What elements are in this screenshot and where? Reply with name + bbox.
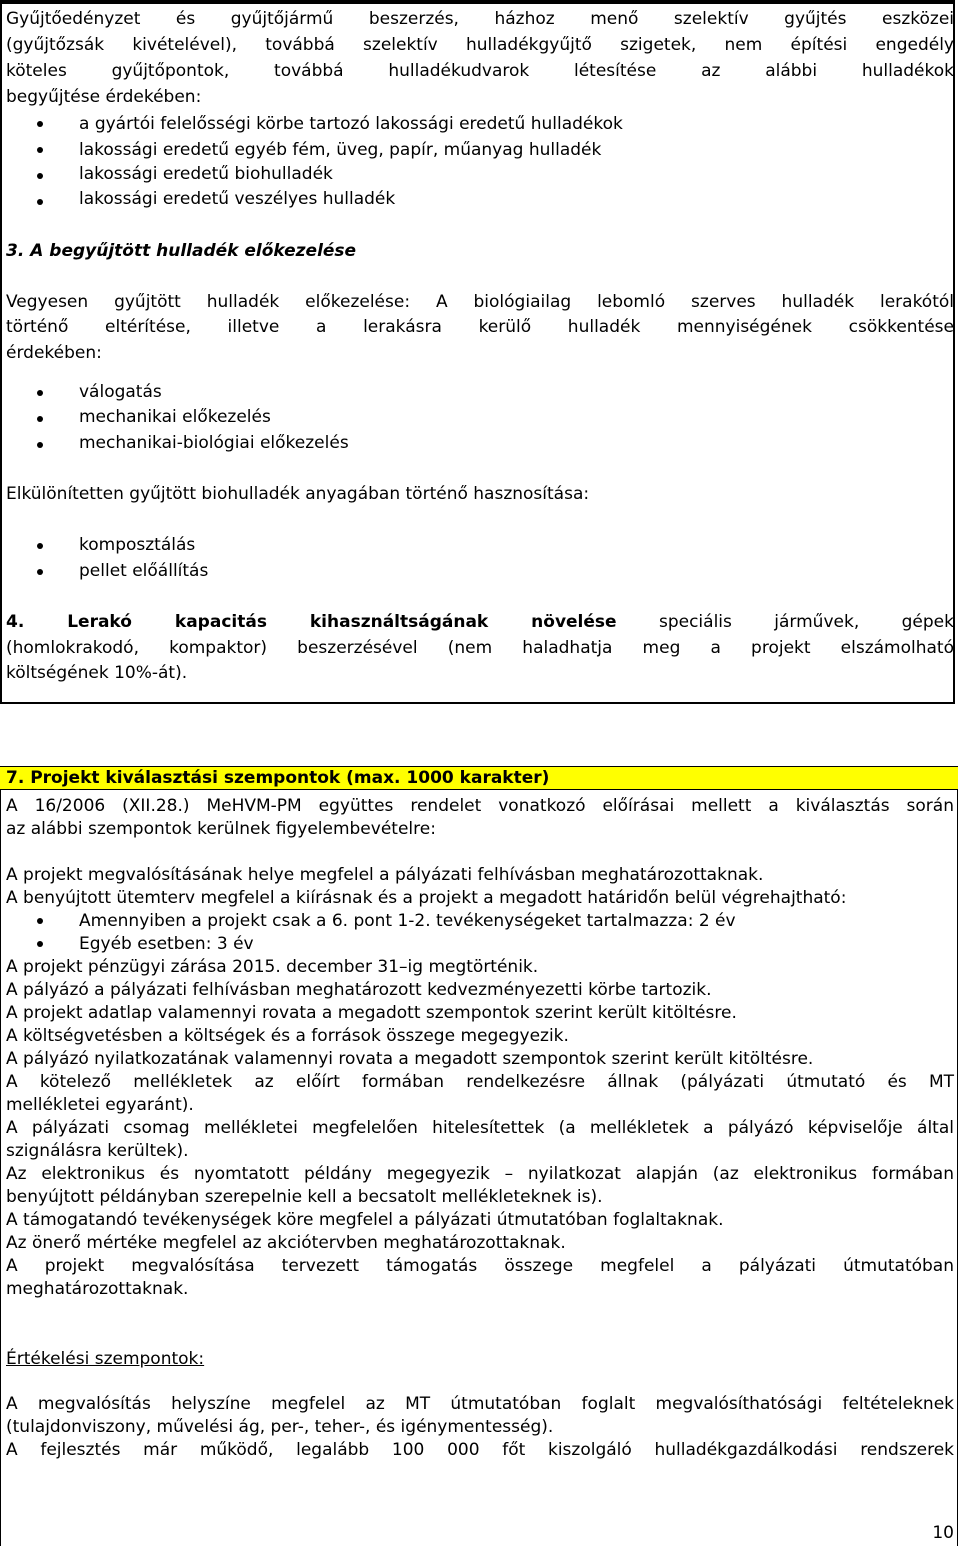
paragraph-line: az alábbi szempontok kerülnek figyelembevételre: [6,819,436,839]
paragraph-line: Az önerő mértéke megfelel az akciótervben meghatározottaknak. [6,1233,566,1253]
intro-line: begyűjtése érdekében: [6,87,202,107]
list-item: lakossági eredetű veszélyes hulladék [79,189,396,209]
paragraph-line: történő eltérítése, illetve a lerakásra kerülő hulladék mennyiségének csökkentése [6,317,954,337]
bullet-icon [37,416,43,422]
paragraph-line: Vegyesen gyűjtött hulladék előkezelése: A biológiailag lebomló szerves hulladék lerakótól [6,292,954,312]
paragraph-line: A projekt adatlap valamennyi rovata a megadott szempontok szerint került kitöltésre. [6,1003,737,1023]
paragraph-line: A megvalósítás helyszíne megfelel az MT útmutatóban foglalt megvalósíthatósági feltételeknek [6,1394,954,1414]
paragraph-line: A pályázó nyilatkozatának valamennyi rovata a megadott szempontok szerint került kitöltésre. [6,1049,814,1069]
list-item: a gyártói felelősségi körbe tartozó lakossági eredetű hulladékok [79,114,623,134]
list-item: mechanikai-biológiai előkezelés [79,433,349,453]
paragraph-line: A fejlesztés már működő, legalább 100 000 főt kiszolgáló hulladékgazdálkodási rendszerek [6,1440,954,1460]
paragraph-line: benyújtott példányban szerepelnie kell a becsatolt mellékleteknek is). [6,1187,603,1207]
paragraph-line: A projekt megvalósítása tervezett támogatás összege megfelel a pályázati útmutatóban [6,1256,954,1276]
paragraph-line: (homlokrakodó, kompaktor) beszerzésével (nem haladhatja meg a projekt elszámolható [6,638,954,658]
paragraph-line: A benyújtott ütemterv megfelel a kiírásnak és a projekt a megadott határidőn belül végrehajtható: [6,888,847,908]
evaluation-heading: Értékelési szempontok: [6,1349,205,1369]
intro-line: köteles gyűjtőpontok, továbbá hulladékudvarok létesítése az alábbi hulladékok [6,61,954,81]
paragraph-line: A kötelező mellékletek az előírt formában rendelkezésre állnak (pályázati útmutató és MT [6,1072,954,1092]
bullet-icon [37,390,43,396]
paragraph-line: A költségvetésben a költségek és a források összege megegyezik. [6,1026,569,1046]
list-item: Egyéb esetben: 3 év [79,934,254,954]
paragraph-line: A pályázó a pályázati felhívásban meghatározott kedvezményezetti körbe tartozik. [6,980,712,1000]
list-item: lakossági eredetű egyéb fém, üveg, papír, műanyag hulladék [79,140,602,160]
paragraph-line: meghatározottaknak. [6,1279,189,1299]
bullet-icon [37,173,43,179]
bullet-icon [37,147,43,153]
bullet-icon [37,121,43,127]
intro-line: (gyűjtőzsák kivételével), továbbá szelektív hulladékgyűjtő szigetek, nem építési engedély [6,35,954,55]
paragraph-line: A pályázati csomag mellékletei megfelelően hitelesítettek (a mellékletek a pályázó képviselője által [6,1118,954,1138]
list-item: pellet előállítás [79,561,209,581]
paragraph-line: A 16/2006 (XII.28.) MeHVM-PM együttes rendelet vonatkozó előírásai mellett a kiválasztás során [6,796,954,816]
list-item: lakossági eredetű biohulladék [79,164,333,184]
list-item: Amennyiben a projekt csak a 6. pont 1-2. tevékenységeket tartalmazza: 2 év [79,911,736,931]
paragraph-line: költségének 10%-át). [6,663,188,683]
bullet-icon [37,543,43,549]
bullet-icon [37,199,43,205]
bullet-icon [37,918,43,924]
paragraph-line: mellékletei egyaránt). [6,1095,194,1115]
list-item: mechanikai előkezelés [79,407,271,427]
bullet-icon [37,941,43,947]
paragraph-line: (tulajdonviszony, művelési ág, per-, teher-, és igénymentesség). [6,1417,554,1437]
bold-lead: 4. Lerakó kapacitás kihasználtságának növelése [6,612,617,632]
paragraph-line: A projekt megvalósításának helye megfelel a pályázati felhívásban meghatározottaknak. [6,865,764,885]
paragraph-text: speciális járművek, gépek [616,612,954,632]
paragraph-line: A projekt pénzügyi zárása 2015. december 31–ig megtörténik. [6,957,539,977]
page-number: 10 [932,1523,954,1543]
section-heading: 3. A begyűjtött hulladék előkezelése [6,241,357,261]
paragraph-line: Az elektronikus és nyomtatott példány megegyezik – nyilatkozat alapján (az elektronikus formában [6,1164,954,1184]
bullet-icon [37,442,43,448]
list-item: komposztálás [79,535,196,555]
paragraph-line: Elkülönítetten gyűjtött biohulladék anyagában történő hasznosítása: [6,484,590,504]
section-heading: 7. Projekt kiválasztási szempontok (max. 1000 karakter) [6,768,550,788]
list-item: válogatás [79,382,162,402]
paragraph-line [6,611,954,633]
paragraph-line: érdekében: [6,343,102,363]
paragraph-line: szignálásra kerültek). [6,1141,189,1161]
paragraph-line: A támogatandó tevékenységek köre megfelel a pályázati útmutatóban foglaltaknak. [6,1210,724,1230]
bullet-icon [37,569,43,575]
intro-line: Gyűjtőedényzet és gyűjtőjármű beszerzés, házhoz menő szelektív gyűjtés eszközei [6,9,954,29]
